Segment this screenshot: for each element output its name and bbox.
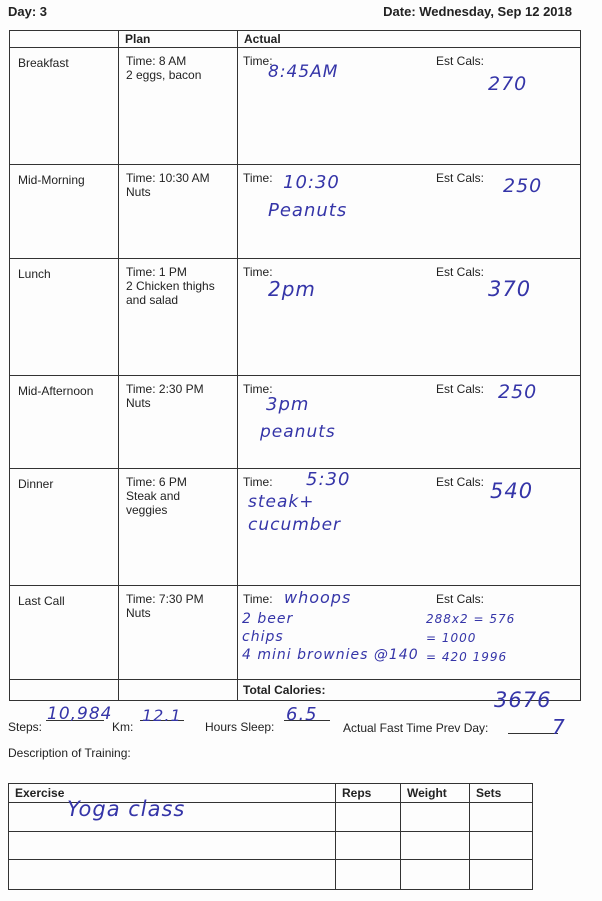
meal-name: Breakfast bbox=[10, 48, 119, 165]
handwritten-cals: 250 bbox=[503, 175, 543, 197]
meal-row bbox=[10, 48, 581, 165]
handwritten-cals: 250 bbox=[498, 381, 538, 403]
meal-actual bbox=[238, 376, 581, 469]
handwritten-sleep: 6.5 bbox=[286, 704, 318, 725]
meal-plan: Time: 7:30 PM Nuts bbox=[119, 586, 238, 680]
steps-label: Steps: bbox=[8, 720, 43, 734]
exercise-cell bbox=[9, 832, 336, 860]
time-label: Time: bbox=[243, 475, 273, 489]
est-cals-label: Est Cals: bbox=[436, 475, 485, 489]
time-label: Time: bbox=[243, 592, 273, 606]
reps-cell bbox=[336, 860, 401, 890]
meal-name: Mid-Afternoon bbox=[10, 376, 119, 469]
est-cals-label: Est Cals: bbox=[436, 265, 485, 279]
handwritten-food: peanuts bbox=[260, 422, 336, 442]
meal-name: Mid-Morning bbox=[10, 165, 119, 259]
meal-plan: Time: 1 PM 2 Chicken thighs and salad bbox=[119, 259, 238, 376]
handwritten-fast: 7 bbox=[552, 715, 566, 739]
blank-cell bbox=[119, 680, 238, 701]
meal-plan: Time: 8 AM 2 eggs, bacon bbox=[119, 48, 238, 165]
handwritten-time: 8:45AM bbox=[268, 62, 339, 82]
time-label: Time: bbox=[243, 171, 273, 185]
handwritten-exercise: Yoga class bbox=[67, 797, 186, 821]
meal-actual bbox=[238, 259, 581, 376]
handwritten-time: 3pm bbox=[266, 394, 310, 415]
handwritten-km: 12.1 bbox=[142, 706, 182, 725]
meal-table bbox=[9, 30, 581, 701]
meal-plan: Time: 6 PM Steak and veggies bbox=[119, 469, 238, 586]
weight-cell bbox=[401, 832, 470, 860]
weight-cell bbox=[401, 860, 470, 890]
sets-cell bbox=[470, 860, 533, 890]
handwritten-total: 3676 bbox=[494, 688, 552, 712]
handwritten-time: 10:30 bbox=[283, 172, 340, 193]
meal-name: Last Call bbox=[10, 586, 119, 680]
meal-row bbox=[10, 469, 581, 586]
exercise-header: Exercise bbox=[9, 784, 336, 803]
handwritten-time: 2pm bbox=[268, 277, 316, 301]
plan-col-header: Plan bbox=[119, 31, 238, 48]
sets-cell bbox=[470, 832, 533, 860]
meal-col-header bbox=[10, 31, 119, 48]
handwritten-steps: 10,984 bbox=[47, 704, 113, 724]
meal-name: Lunch bbox=[10, 259, 119, 376]
exercise-row bbox=[9, 860, 533, 890]
time-label: Time: bbox=[243, 54, 273, 68]
exercise-row bbox=[9, 832, 533, 860]
sets-cell bbox=[470, 803, 533, 832]
meal-actual bbox=[238, 469, 581, 586]
meal-plan: Time: 2:30 PM Nuts bbox=[119, 376, 238, 469]
exercise-cell bbox=[9, 860, 336, 890]
weight-cell bbox=[401, 803, 470, 832]
time-label: Time: bbox=[243, 265, 273, 279]
reps-cell bbox=[336, 832, 401, 860]
meal-name: Dinner bbox=[10, 469, 119, 586]
est-cals-label: Est Cals: bbox=[436, 171, 485, 185]
sets-header: Sets bbox=[470, 784, 533, 803]
handwritten-food: 2 beer chips 4 mini brownies @140 bbox=[242, 611, 419, 663]
handwritten-cals: 370 bbox=[488, 277, 532, 301]
handwritten-time: whoops bbox=[284, 588, 352, 607]
day-label: Day: 3 bbox=[8, 4, 48, 19]
fast-line bbox=[508, 719, 558, 734]
meal-row bbox=[10, 586, 581, 680]
exercise-row bbox=[9, 803, 533, 832]
meal-plan: Time: 10:30 AM Nuts bbox=[119, 165, 238, 259]
meal-actual bbox=[238, 165, 581, 259]
reps-header: Reps bbox=[336, 784, 401, 803]
sleep-label: Hours Sleep: bbox=[205, 720, 275, 734]
handwritten-cals: 540 bbox=[490, 479, 534, 503]
meal-actual bbox=[238, 586, 581, 680]
exercise-table bbox=[8, 783, 533, 890]
training-label: Description of Training: bbox=[8, 746, 131, 760]
km-label: Km: bbox=[112, 720, 134, 734]
handwritten-food: Peanuts bbox=[268, 200, 348, 221]
total-calories-label: Total Calories: bbox=[243, 683, 326, 697]
handwritten-food: steak+ cucumber bbox=[248, 492, 342, 535]
blank-cell bbox=[10, 680, 119, 701]
handwritten-time: 5:30 bbox=[306, 469, 351, 490]
fast-label: Actual Fast Time Prev Day: bbox=[343, 721, 489, 735]
est-cals-label: Est Cals: bbox=[436, 54, 485, 68]
actual-col-header: Actual bbox=[238, 31, 581, 48]
meal-actual bbox=[238, 48, 581, 165]
est-cals-label: Est Cals: bbox=[436, 382, 485, 396]
meal-row bbox=[10, 376, 581, 469]
est-cals-label: Est Cals: bbox=[436, 592, 485, 606]
handwritten-cals: 270 bbox=[488, 73, 528, 95]
reps-cell bbox=[336, 803, 401, 832]
meal-row bbox=[10, 259, 581, 376]
date-label: Date: Wednesday, Sep 12 2018 bbox=[383, 4, 572, 19]
exercise-cell bbox=[9, 797, 336, 832]
time-label: Time: bbox=[243, 382, 273, 396]
handwritten-cals: 288x2 = 576 = 1000 = 420 1996 bbox=[426, 612, 516, 664]
weight-header: Weight bbox=[401, 784, 470, 803]
meal-row bbox=[10, 165, 581, 259]
